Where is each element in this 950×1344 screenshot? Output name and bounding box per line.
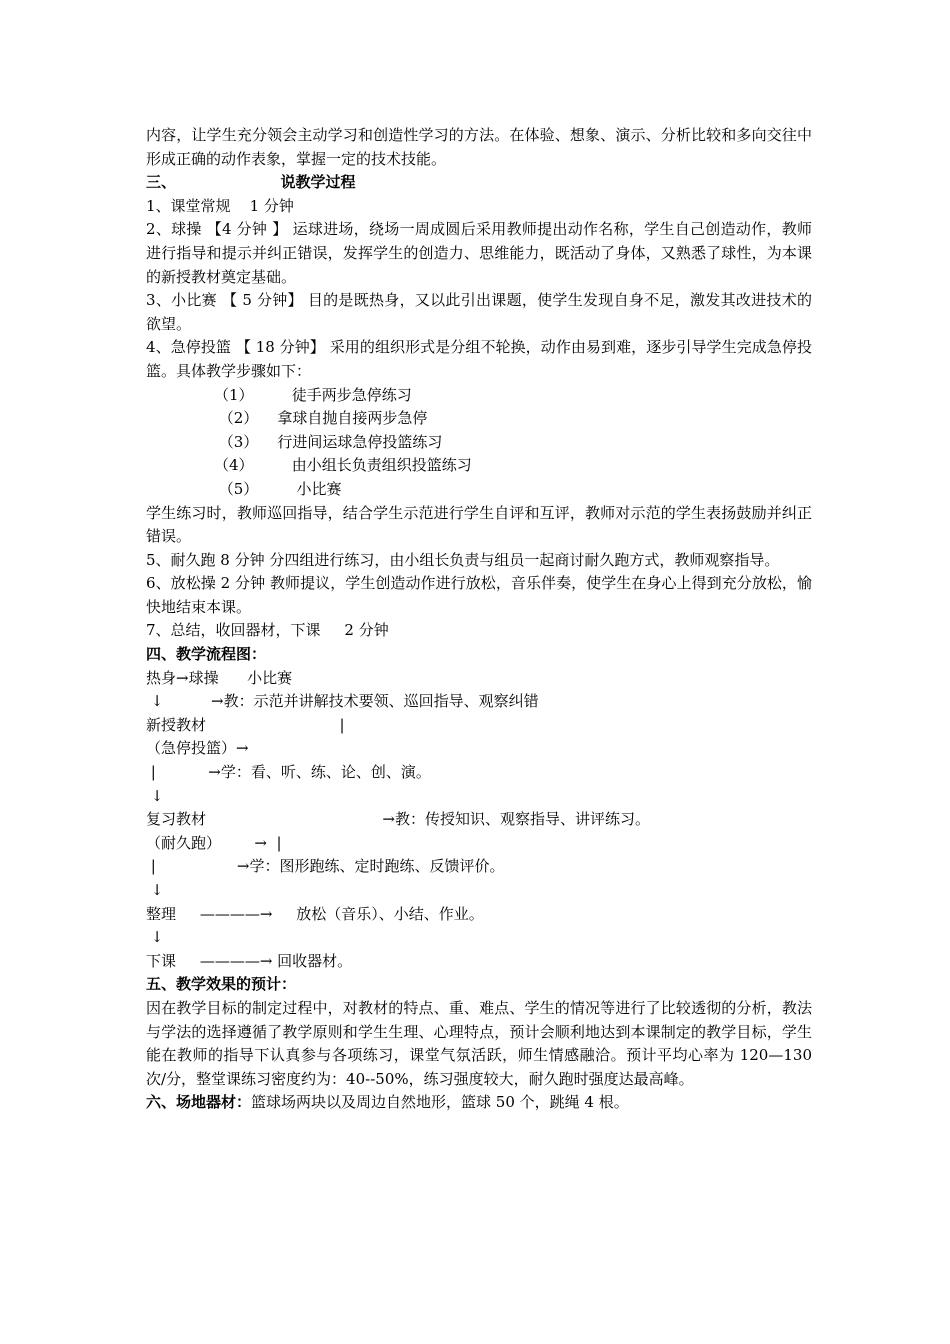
flow-line: ↓	[146, 786, 164, 805]
section-5-body: 因在教学目标的制定过程中，对教材的特点、重、难点、学生的情况等进行了比较透彻的分析，教法与学法的选择遵循了教学原则和学生生理、心理特点，预计会顺利地达到本课制定的教学目标，学生能在教师的指导下认真参与各项练习，课堂气氛活跃，师生情感融洽。预计平均心率为 120—130 次/分，整堂课练习密度约为：40--50%，练习强度较大，耐久跑时强度达最高峰。	[146, 998, 812, 1088]
section-3-heading: 三、 说教学过程	[146, 173, 356, 192]
step-5: （5） 小比赛	[214, 479, 342, 498]
flow-line: 热身→球操 小比赛	[146, 668, 293, 687]
item-3: 3、小比赛 【 5 分钟】 目的是既热身，又以此引出课题，使学生发现自身不足，激发其改进技术的欲望。	[146, 291, 812, 333]
step-1: （1） 徒手两步急停练习	[214, 385, 412, 404]
flow-line: 下课 ————→ 回收器材。	[146, 951, 353, 970]
flow-line: | →学：图形跑练、定时跑练、反馈评价。	[146, 857, 505, 876]
flow-line: 整理 ————→ 放松（音乐）、小结、作业。	[146, 904, 484, 923]
flow-line: | →学：看、听、练、论、创、演。	[146, 763, 431, 782]
flow-line: ↓	[146, 928, 164, 947]
section-6	[146, 1091, 812, 1115]
item-6: 6、放松操 2 分钟 教师提议，学生创造动作进行放松，音乐伴奏，使学生在身心上得到充分放松，愉快地结束本课。	[146, 574, 812, 616]
intro-paragraph: 内容，让学生充分领会主动学习和创造性学习的方法。在体验、想象、演示、分析比较和多向交往中形成正确的动作表象，掌握一定的技术技能。	[146, 126, 812, 168]
step-3: （3） 行进间运球急停投篮练习	[214, 432, 443, 451]
item-4: 4、急停投篮 【 18 分钟】 采用的组织形式是分组不轮换，动作由易到难，逐步引导学生完成急停投篮。具体教学步骤如下：	[146, 338, 812, 380]
section-6-body: 篮球场两块以及周边自然地形，篮球 50 个，跳绳 4 根。	[251, 1093, 629, 1112]
item-1: 1、课堂常规 1 分钟	[146, 196, 294, 215]
flow-line: （急停投篮）→	[146, 739, 249, 758]
flow-line: ↓	[146, 881, 164, 899]
item-2: 2、球操 【4 分钟 】 运球进场，绕场一周成圆后采用教师提出动作名称，学生自己创造动作，教师进行指导和提示并纠正错误，发挥学生的创造力、思维能力，既活动了身体，又熟悉了球性，为本课的新授教材奠定基础。	[146, 220, 812, 286]
flow-line: （耐久跑） → |	[146, 833, 282, 852]
item-5: 5、耐久跑 8 分钟 分四组进行练习，由小组长负责与组员一起商讨耐久跑方式，教师观察指导。	[146, 550, 780, 569]
document-content	[146, 124, 812, 1115]
step-4: （4） 由小组长负责组织投篮练习	[214, 456, 472, 475]
flow-line: ↓ →教：示范并讲解技术要领、巡回指导、观察纠错	[146, 692, 539, 711]
flow-line: 新授教材 |	[146, 715, 345, 734]
flow-line: 复习教材 →教：传授知识、观察指导、讲评练习。	[146, 810, 650, 829]
item-7: 7、总结，收回器材，下课 2 分钟	[146, 621, 389, 640]
section-5-heading: 五、教学效果的预计：	[146, 975, 297, 994]
step-2: （2） 拿球自抛自接两步急停	[214, 409, 428, 428]
section-6-heading: 六、场地器材：	[146, 1093, 252, 1112]
section-4-heading: 四、教学流程图：	[146, 645, 267, 664]
after-steps-paragraph: 学生练习时，教师巡回指导，结合学生示范进行学生自评和互评，教师对示范的学生表扬鼓励并纠正错误。	[146, 503, 812, 546]
